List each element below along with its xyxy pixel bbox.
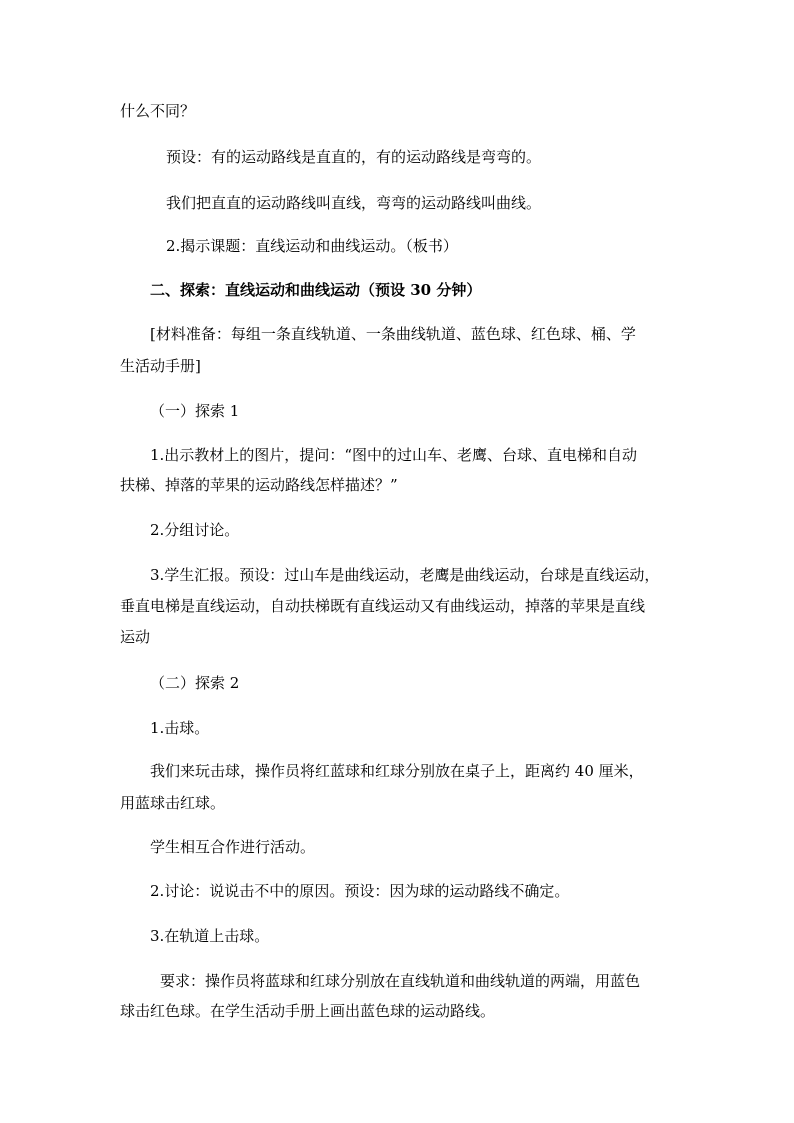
text-line: 3.学生汇报。预设：过山车是曲线运动，老鹰是曲线运动，台球是直线运动， [150, 566, 660, 584]
text-line: [材料准备：每组一条直线轨道、一条曲线轨道、蓝色球、红色球、桶、学 [150, 325, 636, 343]
text-line: 1.出示教材上的图片，提问：“图中的过山车、老鹰、台球、直电梯和自动 [150, 446, 637, 464]
text-line: 垂直电梯是直线运动，自动扶梯既有直线运动又有曲线运动，掉落的苹果是直线 [120, 597, 646, 615]
text-line: 学生相互合作进行活动。 [150, 838, 316, 856]
text-line: 我们把直直的运动路线叫直线，弯弯的运动路线叫曲线。 [166, 194, 542, 212]
text-line: 运动 [120, 628, 151, 646]
text-line: 1.击球。 [150, 719, 210, 737]
subsection-heading: （一）探索 1 [150, 402, 240, 420]
text-line: 球击红色球。在学生活动手册上画出蓝色球的运动路线。 [120, 1002, 496, 1020]
section-heading: 二、探索：直线运动和曲线运动（预设 30 分钟） [150, 281, 482, 299]
text-line: 2.分组讨论。 [150, 521, 240, 539]
text-line: 2.揭示课题：直线运动和曲线运动。（板书） [166, 237, 458, 255]
text-line: 预设：有的运动路线是直直的，有的运动路线是弯弯的。 [166, 148, 542, 166]
text-line: 要求：操作员将蓝球和红球分别放在直线轨道和曲线轨道的两端，用蓝色 [160, 972, 641, 990]
text-line: 我们来玩击球，操作员将红蓝球和红球分别放在桌子上，距离约 40 厘米， [150, 762, 644, 780]
subsection-heading: （二）探索 2 [150, 674, 240, 692]
text-line: 用蓝球击红球。 [120, 794, 226, 812]
text-line: 什么不同？ [120, 102, 196, 120]
text-line: 扶梯、掉落的苹果的运动路线怎样描述？” [120, 476, 398, 494]
text-line: 2.讨论：说说击不中的原因。预设：因为球的运动路线不确定。 [150, 882, 570, 900]
text-line: 生活动手册] [120, 357, 201, 375]
text-line: 3.在轨道上击球。 [150, 927, 270, 945]
